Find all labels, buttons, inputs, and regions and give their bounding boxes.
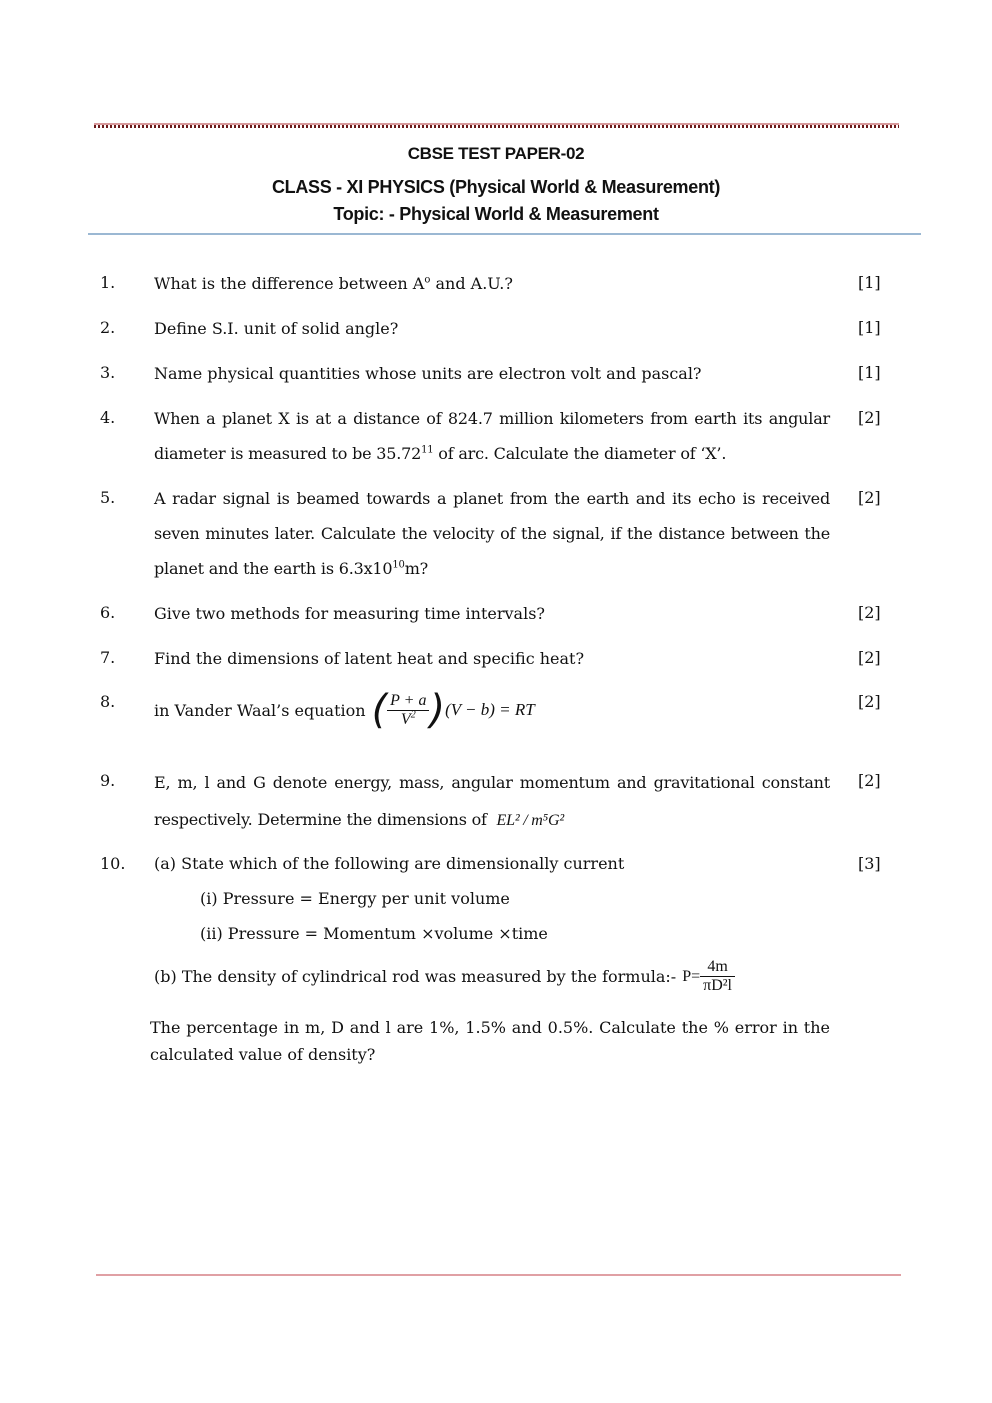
density-formula-fraction	[700, 958, 735, 995]
question-marks: [2]	[858, 603, 881, 622]
part-a-text: (a) State which of the following are dimensionally current	[154, 854, 625, 873]
question-number: 9.	[100, 771, 116, 790]
question-marks: [1]	[858, 318, 881, 337]
part-a-option-ii: (ii) Pressure = Momentum ×volume ×time	[200, 924, 548, 943]
question-number: 2.	[100, 318, 116, 337]
text-part: of arc. Calculate the diameter of ‘X’.	[433, 444, 727, 463]
text-part: in Vander Waal’s equation	[154, 700, 366, 720]
question-text	[154, 687, 830, 733]
question-text	[154, 401, 830, 471]
question-number: 4.	[100, 408, 116, 427]
part-b-text	[154, 958, 735, 995]
text-part: E, m, l and G denote energy, mass, angular momentum and gravitational constant respectively. Determine the dimensions of	[154, 773, 830, 829]
dimension-expression: EL² / m⁵G²	[496, 812, 564, 829]
part-b-question: The percentage in m, D and l are 1%, 1.5% and 0.5%. Calculate the % error in the calculated value of density?	[150, 1018, 830, 1064]
question-text	[154, 764, 830, 839]
superscript: 11	[421, 444, 434, 456]
fraction	[387, 692, 429, 729]
class-subject-title: CLASS - XI PHYSICS (Physical World & Measurement)	[271, 177, 721, 197]
question-text	[154, 481, 830, 586]
right-paren: )	[429, 687, 446, 733]
footer-rule	[96, 1274, 901, 1276]
question-number: 10.	[100, 854, 126, 873]
question-marks: [1]	[858, 273, 881, 292]
question-number: 7.	[100, 648, 116, 667]
denominator: πD²l	[703, 977, 732, 994]
numerator: 4m	[700, 958, 735, 977]
text-part: m?	[404, 559, 429, 578]
question-text: Find the dimensions of latent heat and specific heat?	[154, 649, 585, 668]
question-marks: [2]	[858, 408, 881, 427]
topic-title: Topic: - Physical World & Measurement	[333, 204, 659, 224]
equation-rest: (V − b) = RT	[445, 700, 535, 719]
superscript: 10	[392, 559, 405, 571]
question-number: 5.	[100, 488, 116, 507]
question-marks: [3]	[858, 854, 881, 873]
question-marks: [2]	[858, 692, 881, 711]
denominator-base: V	[400, 710, 411, 728]
question-number: 1.	[100, 273, 116, 292]
question-text: Name physical quantities whose units are electron volt and pascal?	[154, 364, 702, 383]
text-part: A radar signal is beamed towards a planet from the earth and its echo is received seven minutes later. Calculate the velocity of the signal, if the distance between the planet and the earth is 6.3x10	[154, 489, 830, 578]
formula-lhs: P=	[682, 967, 701, 985]
header-decorative-border	[94, 125, 899, 128]
text-part: What is the difference between A	[154, 274, 425, 293]
question-number: 3.	[100, 363, 116, 382]
left-paren: (	[371, 687, 388, 733]
header-divider	[88, 233, 921, 235]
superscript: 2	[410, 709, 416, 721]
superscript: o	[424, 274, 431, 286]
question-marks: [1]	[858, 363, 881, 382]
vander-waals-equation	[371, 687, 535, 733]
question-text	[154, 266, 830, 301]
text-part: and A.U.?	[430, 274, 513, 293]
text-part: When a planet X is at a distance of 824.7 million kilometers from earth its angular diameter is measured to be 35.72	[154, 409, 830, 463]
paper-title: CBSE TEST PAPER-02	[407, 144, 585, 163]
question-text: Define S.I. unit of solid angle?	[154, 319, 399, 338]
text-part: (b) The density of cylindrical rod was measured by the formula:-	[154, 967, 677, 986]
question-number: 8.	[100, 692, 116, 711]
question-marks: [2]	[858, 648, 881, 667]
question-number: 6.	[100, 603, 116, 622]
part-a-option-i: (i) Pressure = Energy per unit volume	[200, 889, 510, 908]
question-marks: [2]	[858, 771, 881, 790]
denominator	[387, 711, 429, 729]
numerator: P + a	[387, 692, 429, 711]
question-marks: [2]	[858, 488, 881, 507]
question-text: Give two methods for measuring time intervals?	[154, 604, 545, 623]
